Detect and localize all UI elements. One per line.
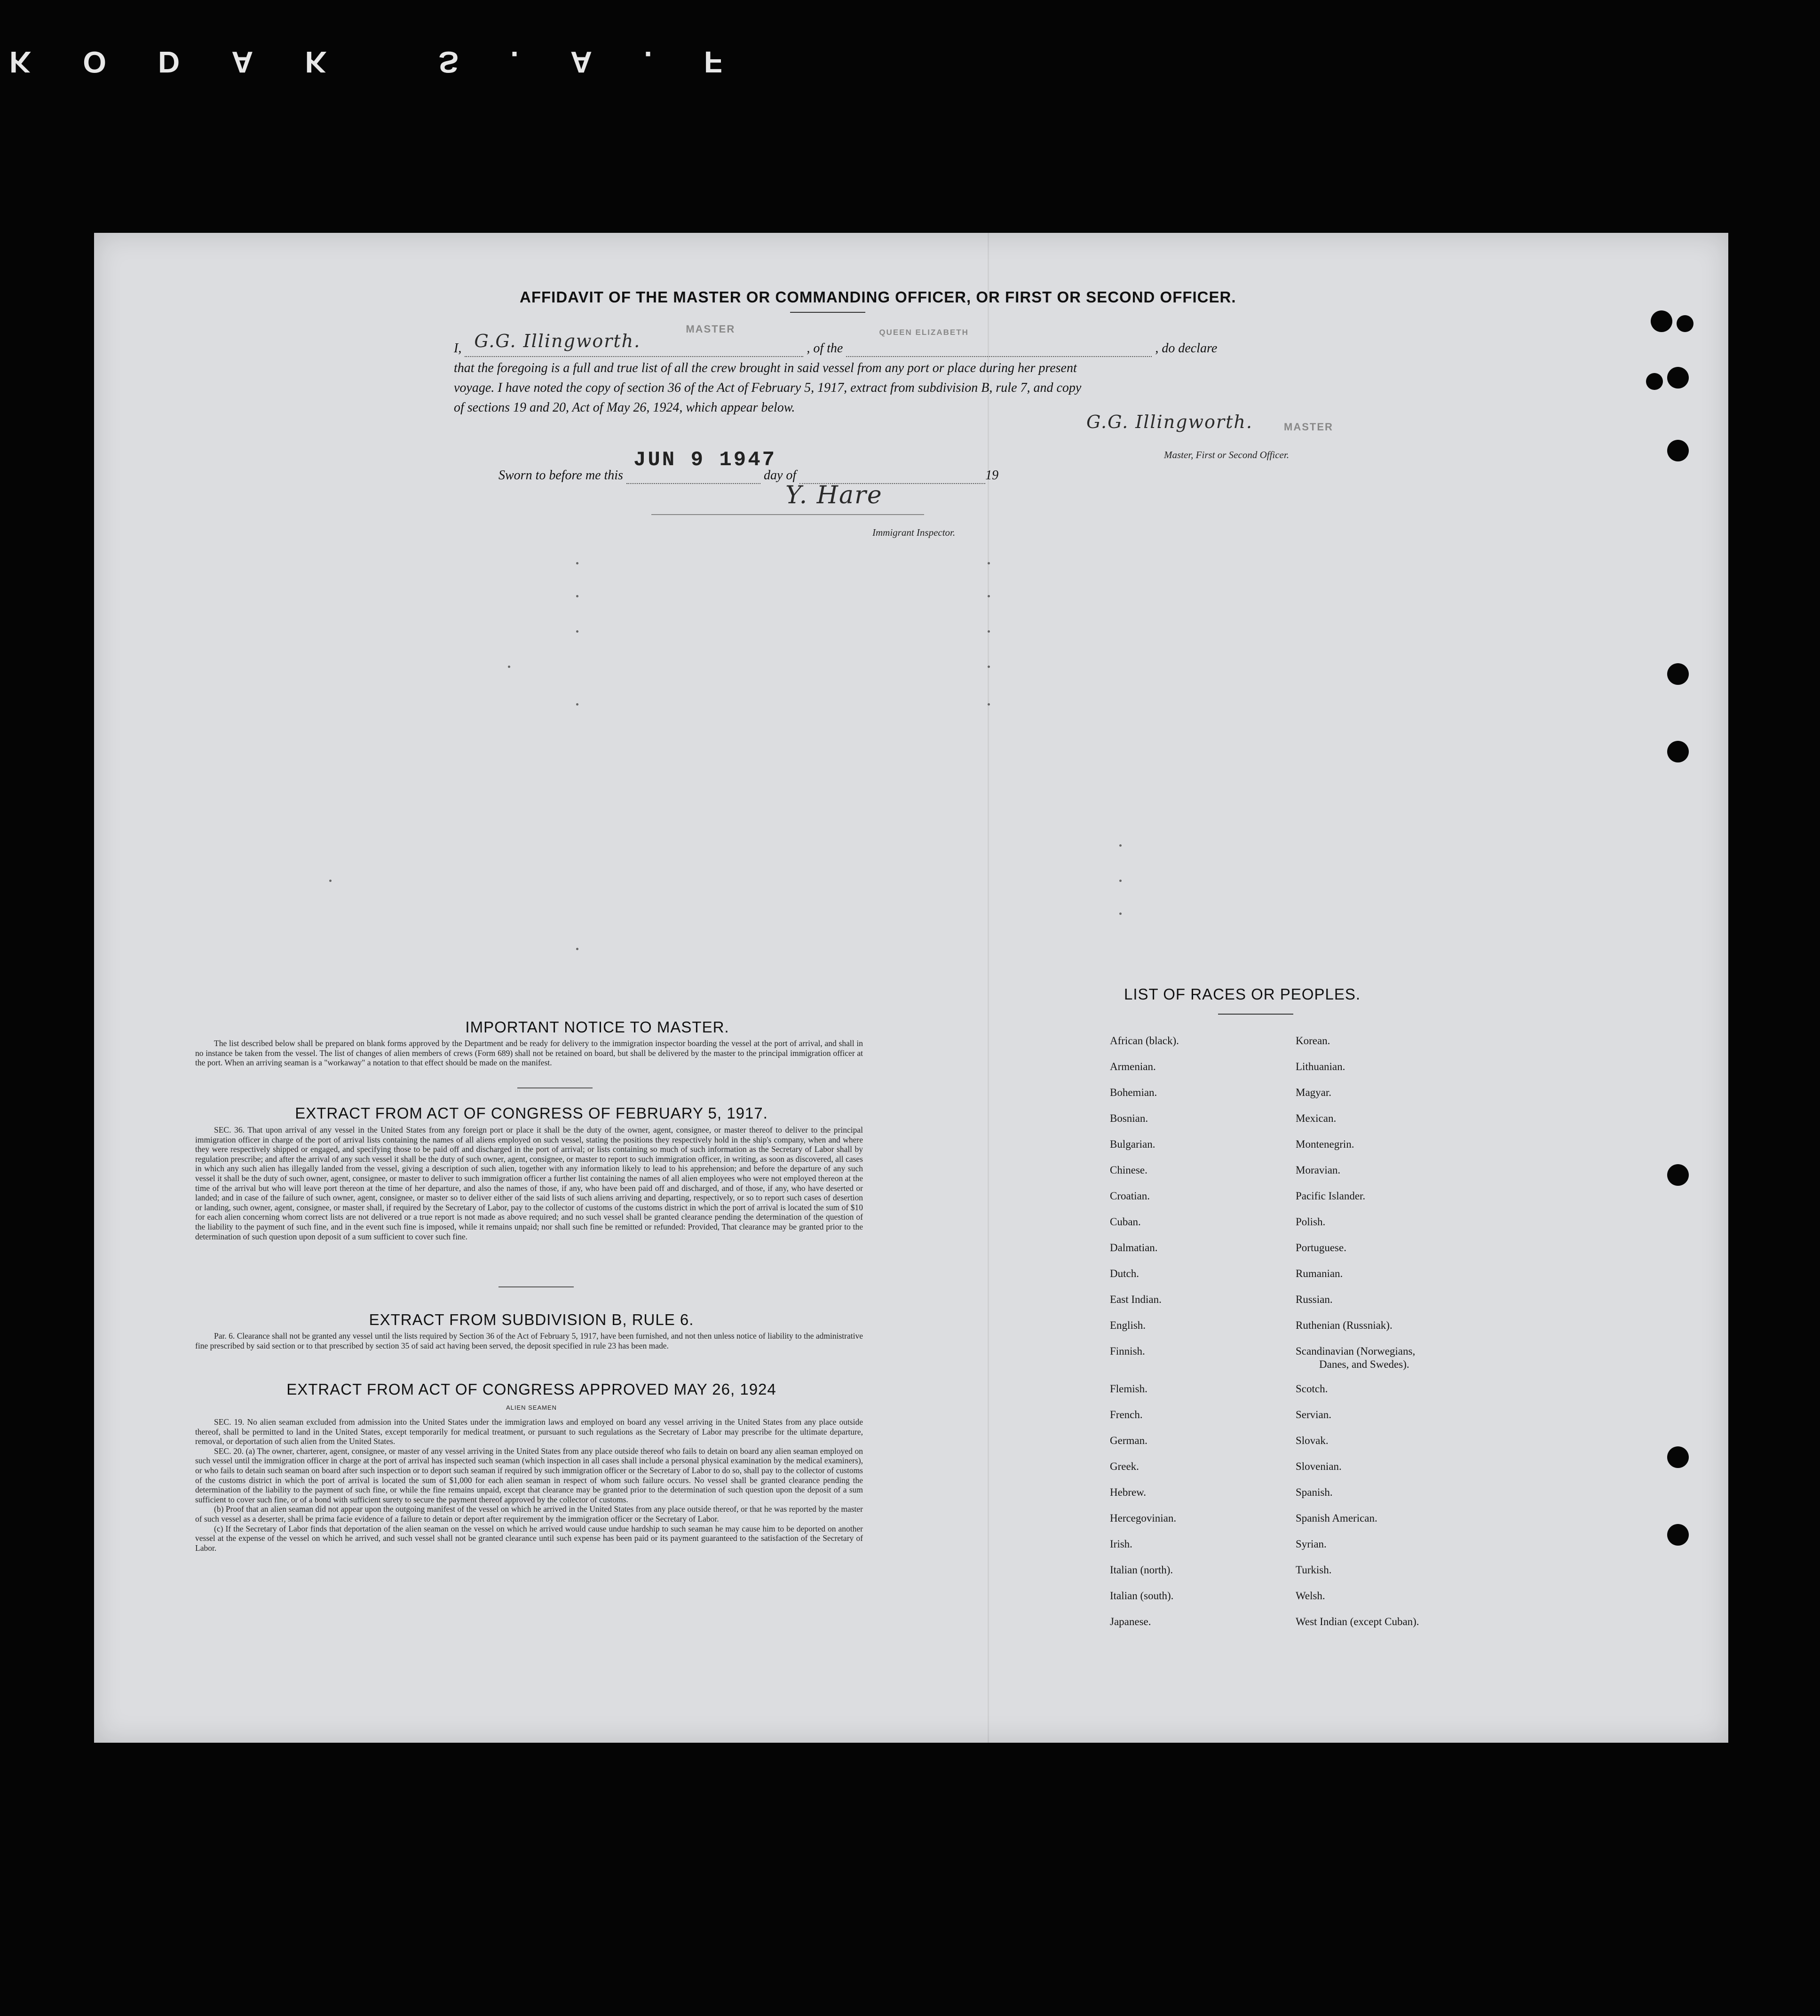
- race-item: Rumanian.: [1296, 1268, 1343, 1279]
- bleed-dot: [988, 595, 990, 597]
- punch-hole: [1667, 440, 1689, 461]
- race-item: Chinese.: [1110, 1164, 1147, 1176]
- sworn-prefix: Sworn to before me this: [499, 468, 623, 483]
- bleed-dot: [1119, 880, 1122, 882]
- race-item: Croatian.: [1110, 1190, 1150, 1202]
- race-item-continuation: Danes, and Swedes).: [1319, 1358, 1409, 1370]
- inspector-caption: Immigrant Inspector.: [872, 527, 956, 538]
- bleed-dot: [988, 630, 990, 633]
- race-item: Spanish.: [1296, 1486, 1333, 1498]
- punch-hole: [1667, 1446, 1689, 1468]
- punch-hole: [1677, 315, 1693, 332]
- section-20a-paragraph: SEC. 20. (a) The owner, charterer, agent, consignee, or master of any vessel arriving in the United States from any place outside thereof who fails to detain on board any alien seaman employed on such vessel until the immigration officer in charge at the port of arrival has inspected such seaman (which inspection in all cases shall include a personal physical examination by the medical examiners), or who fails to detain such seaman on board after such inspection or to deport such seaman if required by such immigration officer or the Secretary of Labor to do so, shall pay to the collector of customs of the customs district in which the port of arrival is located the sum of $1,000 for each alien seaman in respect of whom such failure occurs. No vessel shall be granted clearance pending the determination of the liability to the payment of such fine, or while the fine remains unpaid, except that clearance may be granted prior to the determination of such question upon the deposit of a sum sufficient to cover such fine, or of a bond with sufficient surety to secure the payment thereof approved by the collector of customs.: [195, 1446, 863, 1504]
- race-item: Slovak.: [1296, 1435, 1329, 1446]
- section-20c-paragraph: (c) If the Secretary of Labor finds that deportation of the alien seaman on the vessel on which he arrived would cause undue hardship to such seaman he may cause him to be deported on another vessel at the expense of the vessel on which he arrived, and such vessel shall not be granted clearance until such expense has been paid or its payment guaranteed to the satisfaction of the Secretary of Labor.: [195, 1524, 863, 1553]
- inspector-signature: Y. Hare: [785, 481, 883, 509]
- race-item: Portuguese.: [1296, 1242, 1346, 1254]
- race-item: German.: [1110, 1435, 1147, 1446]
- race-item: Italian (south).: [1110, 1590, 1174, 1602]
- race-item: Pacific Islander.: [1296, 1190, 1366, 1202]
- race-item: Servian.: [1296, 1409, 1332, 1421]
- race-item: Bosnian.: [1110, 1112, 1148, 1124]
- race-item: Greek.: [1110, 1460, 1139, 1472]
- bleed-dot: [1119, 913, 1122, 915]
- race-item: Montenegrin.: [1296, 1138, 1354, 1150]
- sworn-date-stamp: JUN 9 1947: [633, 448, 776, 472]
- race-item: Finnish.: [1110, 1345, 1145, 1357]
- race-item: Armenian.: [1110, 1061, 1156, 1072]
- punch-hole: [1667, 367, 1689, 389]
- extract-1917-text: [195, 1125, 863, 1241]
- race-item: Moravian.: [1296, 1164, 1341, 1176]
- extract-1917-title: EXTRACT FROM ACT OF CONGRESS OF FEBRUARY 5, 1917.: [295, 1104, 768, 1122]
- fold-line: [988, 233, 989, 1743]
- race-item: African (black).: [1110, 1035, 1179, 1047]
- race-item: Irish.: [1110, 1538, 1132, 1550]
- race-item: Syrian.: [1296, 1538, 1327, 1550]
- sworn-line: [499, 448, 999, 484]
- affidavit-line-3: voyage. I have noted the copy of section 36 of the Act of February 5, 1917, extract from subdivision B, rule 7, and copy: [454, 381, 1082, 395]
- section-20b-paragraph: (b) Proof that an alien seaman did not appear upon the outgoing manifest of the vessel on which he arrived in the United States from any place outside thereof, or that he was reported by the master of such vessel as a deserter, shall be prima facie evidence of a failure to detain or deport after requirement by the immigration officer or the Secretary of Labor.: [195, 1504, 863, 1524]
- rule6-title: EXTRACT FROM SUBDIVISION B, RULE 6.: [369, 1311, 694, 1328]
- race-item: Japanese.: [1110, 1616, 1151, 1627]
- race-item: Dalmatian.: [1110, 1242, 1158, 1254]
- notice-paragraph: The list described below shall be prepared on blank forms approved by the Department and be ready for delivery to the immigration inspector boarding the vessel at the port of arrival, and shall in no instance be taken from the vessel. The list of changes of alien members of crews (Form 689) shall not be retained on board, but shall be delivered by the master to the principal immigration officer at the port. When an arriving seaman is a "workaway" a notation to that effect should be made on the manifest.: [195, 1039, 863, 1068]
- affidavit-line-1: [454, 323, 1218, 357]
- race-item: Spanish American.: [1296, 1512, 1377, 1524]
- vessel-name-blank: [846, 328, 1152, 357]
- race-item: West Indian (except Cuban).: [1296, 1616, 1419, 1627]
- race-item: Bulgarian.: [1110, 1138, 1155, 1150]
- officer-signature: G.G. Illingworth.: [1086, 412, 1253, 432]
- race-item: Mexican.: [1296, 1112, 1337, 1124]
- bleed-dot: [508, 666, 510, 668]
- notice-title: IMPORTANT NOTICE TO MASTER.: [465, 1018, 729, 1036]
- extract-1917-rule: [499, 1286, 574, 1287]
- vessel-name-stamp: QUEEN ELIZABETH: [879, 328, 969, 337]
- notice-text: [195, 1039, 863, 1068]
- race-item: Cuban.: [1110, 1216, 1141, 1228]
- punch-hole: [1667, 1164, 1689, 1186]
- race-item: Ruthenian (Russniak).: [1296, 1319, 1393, 1331]
- race-item: Bohemian.: [1110, 1087, 1157, 1098]
- bleed-dot: [988, 703, 990, 706]
- race-item: Polish.: [1296, 1216, 1326, 1228]
- sworn-year: 19: [985, 468, 999, 483]
- title-rule: [790, 312, 865, 313]
- declarant-signature: G.G. Illingworth.: [474, 331, 641, 351]
- race-item: Turkish.: [1296, 1564, 1332, 1576]
- notice-rule: [517, 1087, 593, 1088]
- bleed-dot: [576, 562, 578, 564]
- race-item: Dutch.: [1110, 1268, 1139, 1279]
- race-item: Hebrew.: [1110, 1486, 1147, 1498]
- races-rule: [1218, 1014, 1293, 1015]
- rule6-text: [195, 1331, 863, 1350]
- officer-rank-stamp: MASTER: [1284, 421, 1333, 433]
- officer-caption: Master, First or Second Officer.: [1164, 449, 1289, 460]
- bleed-dot: [576, 948, 578, 950]
- punch-hole: [1646, 373, 1663, 390]
- section-36-paragraph: SEC. 36. That upon arrival of any vessel in the United States from any foreign port or place it shall be the duty of the owner, agent, consignee, or master thereof to deliver to the principal immigration officer in charge of the port of arrival lists containing the names of all aliens employed on such vessel, stating the positions they respectively hold in the ship's company, when and where they were respectively shipped or engaged, and specifying those to be paid off and discharged in the port of arrival; or lists containing so much of such information as the Secretary of Labor shall by regulation prescribe; and after the arrival of any such vessel it shall be the duty of such owner, agent, consignee, or master to report to such immigration officer, in writing, as soon as discovered, all cases in which any such alien has illegally landed from the vessel, giving a description of such alien, together with any information likely to lead to his apprehension; and before the departure of any such vessel it shall be the duty of such owner, agent, consignee, or master to deliver to such immigration officer a further list containing the names of all alien employees who were not employed thereon at the time of the arrival but who will leave port thereon at the time of her departure, and also the names of those, if any, who have been paid off and discharged, and of those, if any, who have deserted or landed; and in case of the failure of such owner, agent, consignee, or master so to deliver either of the said lists of such aliens arriving and departing, respectively, or so to report such cases of desertion or landing, such owner, agent, consignee, or master shall, if required by the Secretary of Labor, pay to the collector of customs of the customs district in which the port of arrival is located the sum of $10 for each alien concerning whom correct lists are not delivered or a true report is not made as above required; and no such vessel shall be granted clearance pending the determination of the question of the liability to the payment of such fine, and in the event such fine is imposed, while it remains unpaid; nor shall such fine be remitted or refunded: Provided, That clearance may be granted prior to the determination of such question upon deposit of a sum sufficient to cover such fine.: [195, 1125, 863, 1241]
- race-item: Korean.: [1296, 1035, 1330, 1047]
- extract-1924-title: EXTRACT FROM ACT OF CONGRESS APPROVED MAY 26, 1924: [286, 1381, 776, 1398]
- affidavit-line-4: of sections 19 and 20, Act of May 26, 1924, which appear below.: [454, 400, 795, 415]
- race-item: Slovenian.: [1296, 1460, 1342, 1472]
- bleed-dot: [329, 880, 332, 882]
- race-item: Russian.: [1296, 1294, 1333, 1305]
- bleed-dot: [988, 666, 990, 668]
- race-item: Flemish.: [1110, 1383, 1147, 1395]
- of-the-label: , of the: [807, 341, 843, 356]
- sworn-date-blank: [626, 448, 776, 484]
- race-item: Lithuanian.: [1296, 1061, 1345, 1072]
- declarant-name-blank: [465, 323, 803, 357]
- affidavit-title: AFFIDAVIT OF THE MASTER OR COMMANDING OFFICER, OR FIRST OR SECOND OFFICER.: [520, 288, 1236, 306]
- bleed-dot: [988, 562, 990, 564]
- section-19-paragraph: SEC. 19. No alien seaman excluded from admission into the United States under the immigration laws and employed on board any vessel arriving in the United States from any place outside thereof, shall be permitted to land in the United States, except temporarily for medical treatment, or pursuant to such regulations as the Secretary of Labor may prescribe for the ultimate departure, removal, or deportation of such alien from the United States.: [195, 1417, 863, 1446]
- bleed-dot: [576, 595, 578, 597]
- day-of-label: day of: [763, 468, 797, 483]
- bleed-dot: [1119, 844, 1122, 847]
- race-item: East Indian.: [1110, 1294, 1162, 1305]
- punch-hole: [1651, 310, 1672, 332]
- race-item: English.: [1110, 1319, 1146, 1331]
- declarant-rank-stamp: MASTER: [686, 323, 736, 335]
- declarant-prefix: I,: [454, 341, 462, 356]
- race-item: Scandinavian (Norwegians,: [1296, 1345, 1416, 1357]
- punch-hole: [1667, 741, 1689, 762]
- race-item: Hercegovinian.: [1110, 1512, 1177, 1524]
- punch-hole: [1667, 663, 1689, 685]
- affidavit-line-2: that the foregoing is a full and true list of all the crew brought in said vessel from any port or place during her present: [454, 361, 1077, 375]
- bleed-dot: [576, 630, 578, 633]
- race-item: Welsh.: [1296, 1590, 1325, 1602]
- alien-seamen-subtitle: ALIEN SEAMEN: [506, 1404, 557, 1411]
- rule6-paragraph: Par. 6. Clearance shall not be granted any vessel until the lists required by Section 36 of the Act of February 5, 1917, have been furnished, and not then unless notice of liability to the administrative fine prescribed by said section or to that prescribed by section 35 of said act having been served, the deposit specified in rule 23 has been made.: [195, 1331, 863, 1350]
- bleed-dot: [576, 703, 578, 706]
- do-declare-label: , do declare: [1155, 341, 1218, 356]
- inspector-signature-line: [651, 514, 924, 515]
- race-item: Magyar.: [1296, 1087, 1332, 1098]
- race-item: French.: [1110, 1409, 1143, 1421]
- extract-1924-text: [195, 1417, 863, 1553]
- document-sheet: [94, 233, 1728, 1743]
- races-title: LIST OF RACES OR PEOPLES.: [1124, 985, 1361, 1003]
- race-item: Italian (north).: [1110, 1564, 1173, 1576]
- film-edge-mark: KODAK S.A.F: [9, 45, 774, 79]
- punch-hole: [1667, 1524, 1689, 1546]
- race-item: Scotch.: [1296, 1383, 1328, 1395]
